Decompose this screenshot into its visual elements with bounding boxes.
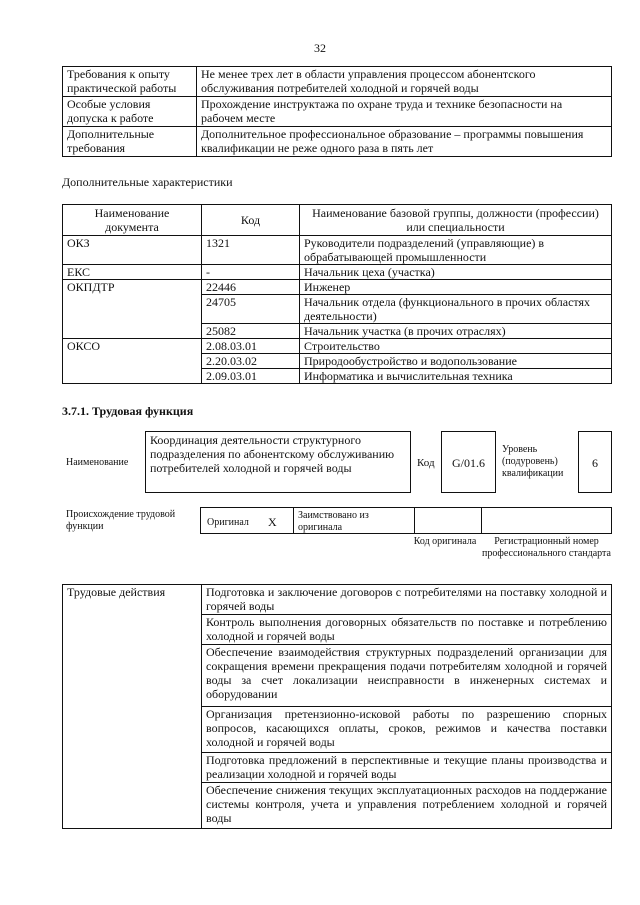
labor-action-item: Организация претензионно-исковой работы по разрешению спорных вопросов, касающихся оплаты, сроков, режимов и качества поставки холодной и горячей воды: [202, 707, 612, 753]
table-row: [63, 265, 612, 280]
header-name: Наименование базовой группы, должности (профессии) или специальности: [300, 205, 612, 236]
cell-code: 24705: [202, 295, 300, 324]
labor-action-item: Обеспечение снижения текущих эксплуатационных расходов на поддержание системы контроля, учета и управления потреблением холодной и горячей воды: [202, 783, 612, 829]
original-code-caption: Код оригинала: [413, 536, 477, 547]
function-code-box: [441, 431, 496, 493]
table-row: [63, 236, 612, 265]
requirement-value: Прохождение инструктажа по охране труда и технике безопасности на рабочем месте: [197, 97, 612, 127]
original-label: Оригинал: [207, 517, 249, 528]
requirement-row: [63, 67, 612, 97]
table-row: [63, 339, 612, 354]
cell-name: Природообустройство и водопользование: [300, 354, 612, 369]
origin-divider: [414, 508, 415, 533]
cell-document: ОКПДТР: [63, 280, 202, 339]
table-row: [63, 280, 612, 295]
labor-action-item: Обеспечение взаимодействия структурных подразделений организации для сокращения времени прекращения подачи потребителям холодной и горячей воды за счет локализации неисправности в инженерных системах и оборудовании: [202, 645, 612, 707]
cell-code: 25082: [202, 324, 300, 339]
header-code: Код: [202, 205, 300, 236]
section-title: 3.7.1. Трудовая функция: [62, 404, 194, 418]
requirements-table: [62, 66, 612, 157]
original-mark: X: [268, 515, 277, 529]
cell-document: ОКЗ: [63, 236, 202, 265]
cell-code: 2.09.03.01: [202, 369, 300, 384]
cell-document: ОКСО: [63, 339, 202, 384]
borrowed-label: Заимствовано из оригинала: [298, 510, 369, 533]
characteristics-table: [62, 204, 612, 384]
cell-name: Информатика и вычислительная техника: [300, 369, 612, 384]
origin-label: Происхождение трудовой функции: [66, 509, 176, 532]
requirement-row: [63, 127, 612, 157]
origin-box: [200, 507, 612, 534]
qualification-level: 6: [592, 456, 598, 470]
cell-name: Начальник отдела (функционального в прочих областях деятельности): [300, 295, 612, 324]
requirement-label: Дополнительные требования: [63, 127, 197, 157]
registration-caption: Регистрационный номер профессионального стандарта: [482, 536, 611, 559]
labor-action-item: Подготовка и заключение договоров с потребителями на поставку холодной и горячей воды: [202, 585, 612, 615]
labor-actions-label: Трудовые действия: [63, 585, 202, 829]
cell-code: 2.08.03.01: [202, 339, 300, 354]
cell-name: Начальник участка (в прочих отраслях): [300, 324, 612, 339]
requirement-label: Особые условия допуска к работе: [63, 97, 197, 127]
origin-divider: [293, 508, 294, 533]
cell-code: 22446: [202, 280, 300, 295]
page-number: 32: [314, 41, 326, 55]
table-row: [63, 585, 612, 615]
code-label: Код: [417, 457, 435, 469]
cell-code: 2.20.03.02: [202, 354, 300, 369]
name-label: Наименование: [66, 457, 129, 468]
header-document: Наименование документа: [63, 205, 202, 236]
cell-name: Инженер: [300, 280, 612, 295]
function-code: G/01.6: [452, 456, 485, 470]
additional-heading: Дополнительные характеристики: [62, 175, 233, 189]
level-label: Уровень (подуровень) квалификации: [502, 444, 564, 479]
table-header-row: [63, 205, 612, 236]
labor-action-item: Подготовка предложений в перспективные и текущие планы производства и реализации холодной и горячей воды: [202, 753, 612, 783]
cell-code: -: [202, 265, 300, 280]
qualification-level-box: [578, 431, 612, 493]
requirement-row: [63, 97, 612, 127]
requirement-label: Требования к опыту практической работы: [63, 67, 197, 97]
cell-name: Руководители подразделений (управляющие) в обрабатывающей промышленности: [300, 236, 612, 265]
origin-divider: [481, 508, 482, 533]
labor-action-item: Контроль выполнения договорных обязательств по поставке и потреблению холодной и горячей воды: [202, 615, 612, 645]
function-name-box: [145, 431, 411, 493]
function-name: Координация деятельности структурного подразделения по абонентскому обслуживанию потребителей холодной и горячей воды: [150, 433, 395, 475]
cell-name: Строительство: [300, 339, 612, 354]
labor-actions-table: [62, 584, 612, 829]
cell-code: 1321: [202, 236, 300, 265]
requirement-value: Не менее трех лет в области управления процессом абонентского обслуживания потребителей холодной и горячей воды: [197, 67, 612, 97]
requirement-value: Дополнительное профессиональное образование – программы повышения квалификации не реже одного раза в пять лет: [197, 127, 612, 157]
cell-document: ЕКС: [63, 265, 202, 280]
cell-name: Начальник цеха (участка): [300, 265, 612, 280]
